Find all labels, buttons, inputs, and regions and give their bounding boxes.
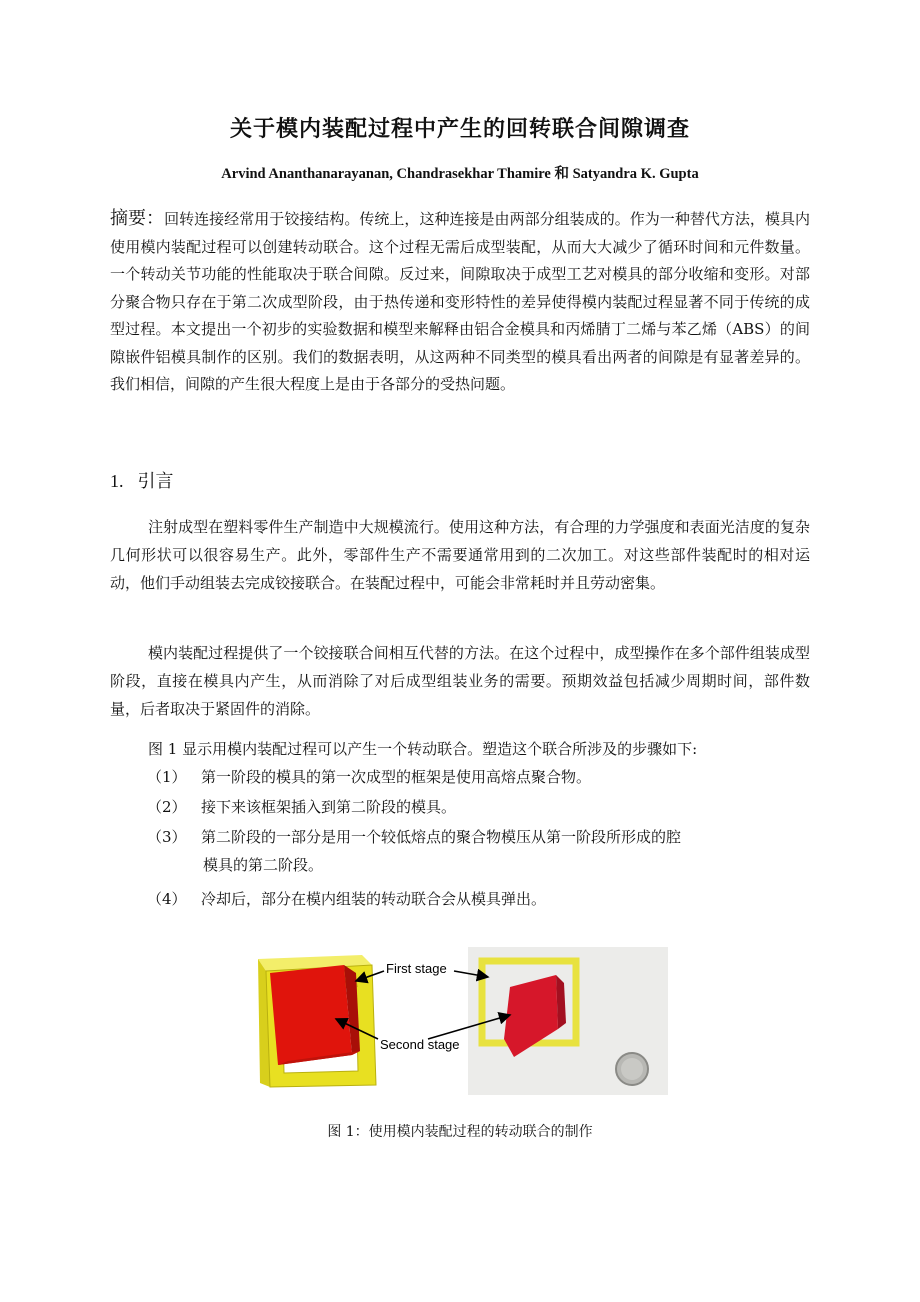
list-item — [147, 793, 807, 821]
label-second-stage: Second stage — [380, 1037, 460, 1052]
author-list: Arvind Ananthanarayanan, Chandrasekhar Thamire 和 Satyandra K. Gupta — [221, 166, 699, 182]
body-paragraph: 模内装配过程提供了一个铰接联合间相互代替的方法。在这个过程中，成型操作在多个部件组装成型阶段，直接在模具内产生，从而消除了对后成型组装业务的需要。预期效益包括减少周期时间，部件数量，后者取决于紧固件的消除。 — [110, 644, 810, 718]
list-number: （1） — [147, 768, 187, 786]
abstract — [110, 205, 810, 399]
list-text: 第一阶段的模具的第一次成型的框架是使用高熔点聚合物。 — [201, 768, 592, 786]
section-heading-introduction — [110, 467, 174, 493]
body-paragraph: 注射成型在塑料零件生产制造中大规模流行。使用这种方法，有合理的力学强度和表面光洁度的复杂几何形状可以很容易生产。此外，零部件生产不需要通常用到的二次加工。对这些部件装配时的相对运动，他们手动组装去完成铰接联合。在装配过程中，可能会非常耗时并且劳动密集。 — [110, 518, 810, 592]
section-number: 1. — [110, 471, 124, 491]
photo — [468, 947, 668, 1095]
list-number: （4） — [147, 890, 187, 908]
figure-1-illustration — [252, 947, 668, 1095]
list-text-continued: 模具的第二阶段。 — [203, 856, 324, 874]
abstract-text: 回转连接经常用于铰接结构。传统上，这种连接是由两部分组装成的。作为一种替代方法，模具内使用模内装配过程可以创建转动联合。这个过程无需后成型装配，从而大大减少了循环时间和元件数量。一个转动关节功能的性能取决于联合间隙。反过来，间隙取决于成型工艺对模具的部分收缩和变形。对部分聚合物只存在于第二次成型阶段，由于热传递和变形特性的差异使得模内装配过程显著不同于传统的成型过程。本文提出一个初步的实验数据和模型来解释由铝合金模具和丙烯腈丁二烯与苯乙烯（ABS）的间隙嵌件铝模具制作的区别。我们的数据表明，从这两种不同类型的模具看出两者的间隙是有显著差异的。我们相信，间隙的产生很大程度上是由于各部分的受热问题。 — [110, 210, 811, 393]
list-number: （3） — [147, 828, 187, 846]
list-text: 接下来该框架插入到第二阶段的模具。 — [201, 798, 457, 816]
figure-caption: 图 1：使用模内装配过程的转动联合的制作 — [327, 1124, 593, 1140]
abstract-label: 摘要： — [110, 208, 165, 229]
list-item — [147, 823, 807, 879]
list-item — [147, 763, 807, 791]
label-first-stage: First stage — [386, 961, 447, 976]
list-number: （2） — [147, 798, 187, 816]
section-title: 引言 — [137, 471, 174, 492]
cad-render — [258, 955, 376, 1087]
list-item — [147, 885, 807, 913]
paper-title: 关于模内装配过程中产生的回转联合间隙调查 — [229, 117, 690, 142]
list-text: 冷却后，部分在模内组装的转动联合会从模具弹出。 — [201, 890, 547, 908]
figure-1 — [252, 947, 668, 1095]
list-text: 第二阶段的一部分是用一个较低熔点的聚合物模压从第一阶段所形成的腔 — [201, 828, 682, 846]
body-paragraph: 图 1 显示用模内装配过程可以产生一个转动联合。塑造这个联合所涉及的步骤如下: — [148, 740, 698, 758]
